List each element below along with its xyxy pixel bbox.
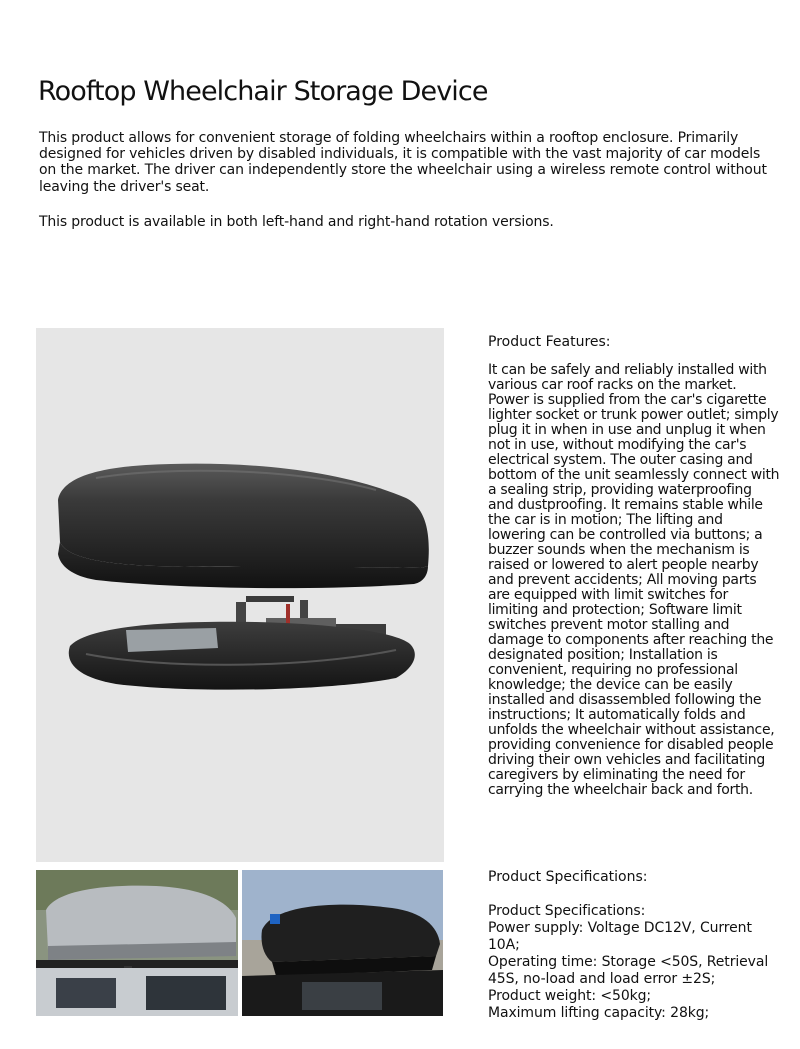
spec-item: Maximum lifting capacity: 28kg; xyxy=(488,1005,710,1021)
intro-paragraph: This product is available in both left-hand and right-hand rotation versions. xyxy=(39,213,554,230)
black-rooftop-box-with-accessibility-sign-photo xyxy=(242,870,443,1016)
features-description: It can be safely and reliably installed with various car roof racks on the market. Power is supplied from the car's cigarette lighter socket or trunk power outlet; simply plug it in when in use and unplug it when not in use, without modifying the car's electrical system. The outer casing and bottom of the unit seamlessly connect with a sealing strip, providing waterproofing and dustproofing. It remains stable while the car is in motion; The lifting and lowering can be controlled via buttons; a buzzer sounds when the mechanism is raised or lowered to alert people nearby and prevent accidents; All moving parts are equipped with limit switches for limiting and protection; Software limit switches prevent motor stalling and damage to components after reaching the designated position; Installation is convenient, requiring no professional knowledge; the device can be easily installed and disassembled following the instructions; It automatically folds and unfolds the wheelchair without assistance, providing convenience for disabled people driving their own vehicles and facilitating caregivers by eliminating the need for carrying the wheelchair back and forth. xyxy=(488,362,780,798)
specifications-subheading: Product Specifications: xyxy=(488,903,646,919)
exploded-view-rooftop-box-image xyxy=(36,328,444,862)
spec-item: Operating time: Storage <50S, Retrieval 45S, no-load and load error ±2S; xyxy=(488,954,769,987)
spec-item: Product weight: <50kg; xyxy=(488,988,652,1004)
specifications-heading: Product Specifications: xyxy=(488,869,648,885)
intro-paragraph: This product allows for convenient storage of folding wheelchairs within a rooftop enclosure. Primarily designed for vehicles driven by disabled individuals, it is compatible with the vast majority of car models on the market. The driver can independently store the wheelchair using a wireless remote control without leaving the driver's seat. xyxy=(39,130,767,195)
intro-section xyxy=(39,130,779,249)
spec-item: Power supply: Voltage DC12V, Current 10A; xyxy=(488,920,752,953)
silver-rooftop-box-on-car-photo xyxy=(36,870,238,1016)
page-title: Rooftop Wheelchair Storage Device xyxy=(38,76,488,107)
features-heading: Product Features: xyxy=(488,334,611,350)
specifications-list xyxy=(488,903,780,1022)
